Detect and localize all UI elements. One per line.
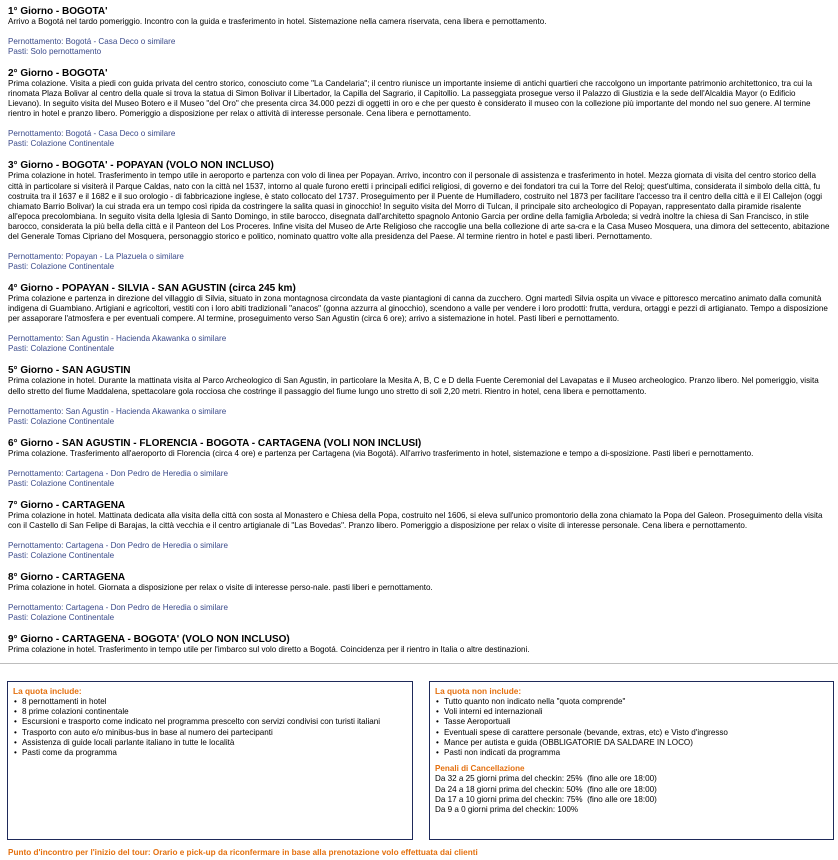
day-accommodation: Pernottamento: San Agustin - Hacienda Akawanka o similare [8,406,227,416]
day-5 [8,365,830,426]
list-item: • Voli interni ed internazionali [435,707,828,717]
day-accommodation: Pernottamento: Bogotá - Casa Deco o similare [8,129,176,139]
day-6 [8,438,830,489]
penalty-row: Da 17 a 10 giorni prima del checkin: 75% (fino alle ore 18:00) [435,794,657,804]
list-item: • Mance per autista e guida (OBBLIGATORIE DA SALDARE IN LOCO) [435,738,828,748]
day-title: 8° Giorno - CARTAGENA [8,571,126,583]
day-description: Prima colazione in hotel. Trasferimento in tempo utile per l'imbarco sul volo diretto a Bogotá. Coincidenza per il rientro in Italia o altre destinazioni. [8,644,530,654]
day-title: 6° Giorno - SAN AGUSTIN - FLORENCIA - BOGOTA - CARTAGENA (VOLI NON INCLUSI) [8,437,422,449]
includes-box [7,681,413,840]
day-meals: Pasti: Colazione Continentale [8,478,115,488]
day-accommodation: Pernottamento: Bogotá - Casa Deco o similare [8,37,176,47]
list-item: • Escursioni e trasporto come indicato nel programma prescelto con servizi condivisi con turisti italiani [13,717,407,727]
day-description: Prima colazione e partenza in direzione del villaggio di Silvia, situato in zona montagnosa circondata da vaste piantagioni di canna da zucchero. Ogni martedì Silvia ospita un vivace e pittoresco mercatino animato dalla comunità indigena di Guambiano. Artigiani e agricoltori, vestiti con i loro abiti tradizionali "anacos" (gonna azzurra al ginocchio), scendono a valle per vendere i loro prodotti: frutta, verdura, ortaggi e pezzi di artigianato. Tempo a disposizione per assaporare l'atmosfera e per eventuali compere. Al termine, proseguimento verso San Agustin (circa 6 ore); arrivo a sistemazione in hotel. Pasti liberi e pernottamento. [8,294,828,324]
day-description: Arrivo a Bogotá nel tardo pomeriggio. Incontro con la guida e trasferimento in hotel. Sistemazione nella camera riservata, cena libera e pernottamento. [8,17,547,26]
excludes-list [435,697,828,758]
list-item: • Pasti come da programma [13,748,407,758]
day-title: 7° Giorno - CARTAGENA [8,499,126,511]
day-title: 4° Giorno - POPAYAN - SILVIA - SAN AGUSTIN (circa 245 km) [8,283,296,295]
excludes-box [429,681,834,840]
penalty-row: Da 24 a 18 giorni prima del checkin: 50% (fino alle ore 18:00) [435,784,657,794]
list-item: • Tutto quanto non indicato nella "quota comprende" [435,697,828,707]
list-item: • Tasse Aeroportuali [435,717,828,727]
day-description: Prima colazione in hotel. Trasferimento in tempo utile in aeroporto e partenza con volo di linea per Popayan. Arrivo, incontro con il personale di assistenza e trasferimento in hotel. Mezza giornata di visita del centro storico della città in particolare si visiterà il Parque Caldas, nato con la città nel 1537, intorno al quale furono eretti i principali edifici religiosi, di governo e dei fondatori tra cui la Torre del Reloj; quest'ultima, considerata il simbolo della città, fu costruita tra il 1637 e il 1682 e il suo orologio - di fabbricazione inglese, è stato collocato del 1737. Proseguimento per il Puente de Humilladero, costruito nel 1873 per facilitare l'accesso tra il centro della città e il El Callejon (oggi chiamato Barrio Bolivar) la cui strada era un tempo così ripida da costringere la salita quasi in ginocchio! In seguito visita del Morro di Tulcan, il principale sito archeologico di Popayan, rappresentato dalla piramide risalente all'epoca precolombiana. In seguito visita della Iglesia di Santo Domingo, in stile barocco, disegnata dall'architetto spagnolo Antonio Garcia per ordine della famiglia Arboleda; si vedrà inoltre la chiesa di San Francisco, in stile barocco, considerata la più bella della città e il Panteon del Los Proceres. Infine visita del Museo de Arte Religioso che raccoglie una bella collezione di arte sa-cra e la Casa Museo Mosquera, una dimora del settecento, abitazione del Generale Tomas Cipriano del Mosquera, personaggio storico e politico, nominato quattro volte alla presidenza del Paese. Al termine rientro in hotel e pasti liberi. Pernottamento. [8,171,830,242]
list-item: • 8 pernottamenti in hotel [13,697,407,707]
day-accommodation: Pernottamento: Cartagena - Don Pedro de Heredia o similare [8,468,228,478]
day-meals: Pasti: Colazione Continentale [8,612,115,622]
day-title: 5° Giorno - SAN AGUSTIN [8,365,131,377]
list-item: • 8 prime colazioni continentale [13,707,407,717]
day-meals: Pasti: Colazione Continentale [8,262,115,272]
list-item: • Assistenza di guide locali parlante italiano in tutte le località [13,738,407,748]
day-accommodation: Pernottamento: Popayan - La Plazuela o similare [8,252,184,262]
list-item: • Eventuali spese di carattere personale (bevande, extras, etc) e Visto d'ingresso [435,728,828,738]
penalties-title: Penali di Cancellazione [435,764,525,774]
list-item: • Trasporto con auto e/o minibus-bus in base al numero dei partecipanti [13,728,407,738]
day-2 [8,68,830,149]
day-meals: Pasti: Colazione Continentale [8,416,115,426]
day-title: 2° Giorno - BOGOTA' [8,68,108,80]
day-meals: Pasti: Solo pernottamento [8,47,102,57]
day-3 [8,160,830,272]
section-divider [0,663,838,664]
day-1 [8,6,830,57]
day-accommodation: Pernottamento: Cartagena - Don Pedro de Heredia o similare [8,602,228,612]
penalty-row: Da 9 a 0 giorni prima del checkin: 100% [435,805,579,815]
includes-title: La quota include: [13,686,82,696]
day-9 [8,634,830,655]
day-7 [8,500,830,561]
day-accommodation: Pernottamento: Cartagena - Don Pedro de Heredia o similare [8,540,228,550]
penalty-row: Da 32 a 25 giorni prima del checkin: 25% (fino alle ore 18:00) [435,774,657,784]
day-description: Prima colazione. Trasferimento all'aeroporto di Florencia (circa 4 ore) e partenza per Cartagena (via Bogotá). All'arrivo trasferimento in hotel, sistemazione e tempo a di-sposizione. Pasti liberi e pernottamento. [8,448,754,458]
day-8 [8,572,830,623]
day-meals: Pasti: Colazione Continentale [8,550,115,560]
day-4 [8,283,830,354]
includes-list [13,697,407,758]
day-meals: Pasti: Colazione Continentale [8,344,115,354]
day-accommodation: Pernottamento: San Agustin - Hacienda Akawanka o similare [8,334,227,344]
meeting-point-note: Punto d'incontro per l'inizio del tour: Orario e pick-up da riconfermare in base alla prenotazione volo effettuata dai clienti [8,848,478,857]
day-title: 9° Giorno - CARTAGENA - BOGOTA' (VOLO NON INCLUSO) [8,633,290,645]
day-title: 1° Giorno - BOGOTA' [8,6,108,17]
day-description: Prima colazione. Visita a piedi con guida privata del centro storico, conosciuto come "La Candelaria"; il centro riunisce un importante insieme di antichi quartieri che raccolgono un importante patrimonio architettonico, tra cui la rinomata Plaza Bolivar al centro della quale si trova la statua di Simon Bolivar il Libertador, la Capilla del Sagrario, il Capitollio. La passeggiata prosegue verso il Palazzo di Giustizia e la sede dell'Alcaldia Mayor (o Edificio Lievano). In seguito visita del Museo Botero e il Museo "del Oro" che presenta circa 34.000 pezzi di oggetti in oro e che per questo è considerato il museo con la collezione più importante del mondo nel suo genere. Al termine rientro in hotel e pranzo libero. Pomeriggio a disposizione per relax o attività di interesse personale. Cena libera e pernottamento. [8,79,813,119]
excludes-title: La quota non include: [435,686,522,696]
day-title: 3° Giorno - BOGOTA' - POPAYAN (VOLO NON INCLUSO) [8,160,274,172]
day-description: Prima colazione in hotel. Mattinata dedicata alla visita della città con sosta al Monastero e Chiesa della Popa, costruito nel 1606, si eleva sull'unico promontorio della zona chiamato la Popa del Galeon. Proseguimento della visita con il Castello di San Felipe di Barajas, la città vecchia e il centro artigianale di "Las Bovedas". Pranzo libero. Pomeriggio a disposizione per relax o visite di interesse personale. Cena libera e pernottamento. [8,510,823,530]
list-item: • Pasti non indicati da programma [435,748,828,758]
day-description: Prima colazione in hotel. Durante la mattinata visita al Parco Archeologico di San Agustin, in particolare la Mesita A, B, C e D della Fuente Ceremonial del Lavapatas e il Museo archeologico. Pranzo libero. Nel pomeriggio, visita dello stretto del fiume Maddalena, spettacolare gola rocciosa che costringe il passaggio del fiume lungo uno stretto di soli 2,20 metri. Rientro in hotel, cena libera e pernottamento. [8,376,819,396]
day-description: Prima colazione in hotel. Giornata a disposizione per relax o visite di interesse perso-nale. pasti liberi e pernottamento. [8,582,433,592]
day-meals: Pasti: Colazione Continentale [8,139,115,149]
